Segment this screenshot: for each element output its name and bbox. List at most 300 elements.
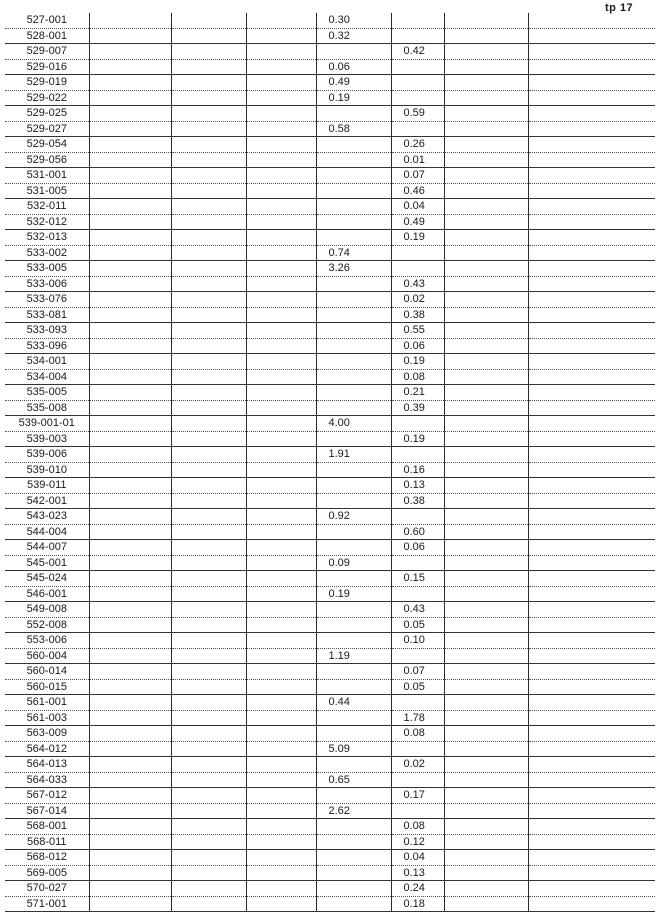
empty-cell bbox=[528, 137, 655, 153]
table-row bbox=[5, 865, 655, 881]
value-cell-b: 0.46 bbox=[391, 183, 444, 199]
value-cell-b: 0.08 bbox=[391, 369, 444, 385]
value-cell-a: 0.44 bbox=[316, 695, 391, 711]
value-cell-b: 0.07 bbox=[391, 664, 444, 680]
empty-cell bbox=[246, 648, 316, 664]
empty-cell bbox=[246, 431, 316, 447]
empty-cell bbox=[171, 710, 246, 726]
empty-cell bbox=[444, 13, 528, 28]
value-cell-b: 0.17 bbox=[391, 788, 444, 804]
empty-cell bbox=[246, 447, 316, 463]
empty-cell bbox=[89, 571, 171, 587]
parcel-id-cell: 539-011 bbox=[5, 478, 89, 494]
value-cell-b: 0.05 bbox=[391, 617, 444, 633]
empty-cell bbox=[528, 276, 655, 292]
value-cell-b: 1.78 bbox=[391, 710, 444, 726]
parcel-id-cell: 529-056 bbox=[5, 152, 89, 168]
empty-cell bbox=[89, 44, 171, 60]
empty-cell bbox=[89, 447, 171, 463]
table-row bbox=[5, 13, 655, 28]
empty-cell bbox=[89, 416, 171, 432]
empty-cell bbox=[89, 850, 171, 866]
empty-cell bbox=[444, 679, 528, 695]
empty-cell bbox=[89, 152, 171, 168]
value-cell-b bbox=[391, 121, 444, 137]
empty-cell bbox=[171, 230, 246, 246]
empty-cell bbox=[444, 850, 528, 866]
empty-cell bbox=[246, 214, 316, 230]
empty-cell bbox=[528, 741, 655, 757]
empty-cell bbox=[444, 571, 528, 587]
empty-cell bbox=[89, 741, 171, 757]
value-cell-a: 0.09 bbox=[316, 555, 391, 571]
empty-cell bbox=[246, 757, 316, 773]
table-row bbox=[5, 850, 655, 866]
empty-cell bbox=[528, 571, 655, 587]
empty-cell bbox=[528, 478, 655, 494]
empty-cell bbox=[528, 710, 655, 726]
parcel-table bbox=[5, 13, 655, 912]
empty-cell bbox=[246, 137, 316, 153]
empty-cell bbox=[89, 121, 171, 137]
empty-cell bbox=[528, 230, 655, 246]
empty-cell bbox=[171, 617, 246, 633]
parcel-id-cell: 539-001-01 bbox=[5, 416, 89, 432]
empty-cell bbox=[89, 199, 171, 215]
empty-cell bbox=[171, 292, 246, 308]
empty-cell bbox=[444, 896, 528, 912]
empty-cell bbox=[444, 865, 528, 881]
table-body bbox=[5, 13, 655, 912]
value-cell-a bbox=[316, 168, 391, 184]
empty-cell bbox=[444, 400, 528, 416]
empty-cell bbox=[171, 121, 246, 137]
empty-cell bbox=[246, 726, 316, 742]
value-cell-b: 0.06 bbox=[391, 540, 444, 556]
parcel-id-cell: 533-006 bbox=[5, 276, 89, 292]
empty-cell bbox=[171, 369, 246, 385]
empty-cell bbox=[246, 540, 316, 556]
value-cell-a: 0.32 bbox=[316, 28, 391, 44]
parcel-id-cell: 534-001 bbox=[5, 354, 89, 370]
empty-cell bbox=[171, 850, 246, 866]
empty-cell bbox=[89, 602, 171, 618]
value-cell-b bbox=[391, 772, 444, 788]
parcel-id-cell: 569-005 bbox=[5, 865, 89, 881]
value-cell-a bbox=[316, 896, 391, 912]
empty-cell bbox=[246, 13, 316, 28]
parcel-id-cell: 532-013 bbox=[5, 230, 89, 246]
table-row bbox=[5, 354, 655, 370]
parcel-id-cell: 529-019 bbox=[5, 75, 89, 91]
empty-cell bbox=[89, 214, 171, 230]
empty-cell bbox=[444, 617, 528, 633]
value-cell-a: 0.74 bbox=[316, 245, 391, 261]
empty-cell bbox=[89, 13, 171, 28]
empty-cell bbox=[171, 183, 246, 199]
table-row bbox=[5, 28, 655, 44]
empty-cell bbox=[171, 323, 246, 339]
value-cell-a: 0.58 bbox=[316, 121, 391, 137]
empty-cell bbox=[528, 462, 655, 478]
table-row bbox=[5, 819, 655, 835]
parcel-id-cell: 529-025 bbox=[5, 106, 89, 122]
table-row bbox=[5, 633, 655, 649]
empty-cell bbox=[171, 633, 246, 649]
value-cell-b bbox=[391, 447, 444, 463]
empty-cell bbox=[444, 633, 528, 649]
empty-cell bbox=[444, 493, 528, 509]
empty-cell bbox=[171, 524, 246, 540]
value-cell-a: 5.09 bbox=[316, 741, 391, 757]
empty-cell bbox=[528, 354, 655, 370]
empty-cell bbox=[171, 261, 246, 277]
empty-cell bbox=[171, 214, 246, 230]
empty-cell bbox=[528, 555, 655, 571]
table-row bbox=[5, 803, 655, 819]
empty-cell bbox=[528, 896, 655, 912]
value-cell-b: 0.10 bbox=[391, 633, 444, 649]
table-row bbox=[5, 385, 655, 401]
empty-cell bbox=[246, 772, 316, 788]
empty-cell bbox=[444, 819, 528, 835]
empty-cell bbox=[444, 354, 528, 370]
empty-cell bbox=[444, 664, 528, 680]
empty-cell bbox=[528, 679, 655, 695]
empty-cell bbox=[444, 90, 528, 106]
empty-cell bbox=[528, 416, 655, 432]
value-cell-a bbox=[316, 881, 391, 897]
parcel-id-cell: 528-001 bbox=[5, 28, 89, 44]
value-cell-a bbox=[316, 385, 391, 401]
empty-cell bbox=[444, 834, 528, 850]
table-row bbox=[5, 586, 655, 602]
value-cell-b: 0.26 bbox=[391, 137, 444, 153]
empty-cell bbox=[89, 462, 171, 478]
empty-cell bbox=[89, 865, 171, 881]
table-row bbox=[5, 493, 655, 509]
empty-cell bbox=[89, 431, 171, 447]
value-cell-b: 0.02 bbox=[391, 292, 444, 308]
empty-cell bbox=[528, 121, 655, 137]
value-cell-a bbox=[316, 788, 391, 804]
empty-cell bbox=[528, 757, 655, 773]
empty-cell bbox=[444, 881, 528, 897]
empty-cell bbox=[171, 493, 246, 509]
value-cell-b: 0.19 bbox=[391, 230, 444, 246]
empty-cell bbox=[89, 400, 171, 416]
empty-cell bbox=[89, 307, 171, 323]
table-row bbox=[5, 571, 655, 587]
empty-cell bbox=[444, 509, 528, 525]
parcel-id-cell: 568-001 bbox=[5, 819, 89, 835]
parcel-id-cell: 532-011 bbox=[5, 199, 89, 215]
table-row bbox=[5, 664, 655, 680]
empty-cell bbox=[246, 245, 316, 261]
value-cell-a bbox=[316, 633, 391, 649]
value-cell-b bbox=[391, 245, 444, 261]
empty-cell bbox=[171, 106, 246, 122]
value-cell-a bbox=[316, 462, 391, 478]
empty-cell bbox=[444, 75, 528, 91]
value-cell-a: 0.65 bbox=[316, 772, 391, 788]
empty-cell bbox=[171, 602, 246, 618]
empty-cell bbox=[89, 788, 171, 804]
empty-cell bbox=[171, 788, 246, 804]
empty-cell bbox=[444, 540, 528, 556]
empty-cell bbox=[444, 199, 528, 215]
empty-cell bbox=[89, 524, 171, 540]
empty-cell bbox=[89, 245, 171, 261]
value-cell-b: 0.04 bbox=[391, 199, 444, 215]
value-cell-a bbox=[316, 323, 391, 339]
table-row bbox=[5, 726, 655, 742]
empty-cell bbox=[444, 28, 528, 44]
parcel-id-cell: 567-014 bbox=[5, 803, 89, 819]
value-cell-b: 0.42 bbox=[391, 44, 444, 60]
parcel-id-cell: 561-001 bbox=[5, 695, 89, 711]
value-cell-b: 0.13 bbox=[391, 865, 444, 881]
value-cell-a bbox=[316, 230, 391, 246]
table-row bbox=[5, 90, 655, 106]
value-cell-a bbox=[316, 292, 391, 308]
empty-cell bbox=[171, 354, 246, 370]
parcel-id-cell: 534-004 bbox=[5, 369, 89, 385]
value-cell-b bbox=[391, 695, 444, 711]
empty-cell bbox=[246, 183, 316, 199]
empty-cell bbox=[444, 524, 528, 540]
value-cell-b: 0.21 bbox=[391, 385, 444, 401]
parcel-id-cell: 533-002 bbox=[5, 245, 89, 261]
empty-cell bbox=[89, 230, 171, 246]
table-row bbox=[5, 648, 655, 664]
parcel-id-cell: 560-004 bbox=[5, 648, 89, 664]
empty-cell bbox=[89, 183, 171, 199]
empty-cell bbox=[528, 214, 655, 230]
empty-cell bbox=[246, 586, 316, 602]
value-cell-b: 0.49 bbox=[391, 214, 444, 230]
parcel-id-cell: 539-010 bbox=[5, 462, 89, 478]
value-cell-b: 0.08 bbox=[391, 726, 444, 742]
table-row bbox=[5, 292, 655, 308]
empty-cell bbox=[246, 354, 316, 370]
empty-cell bbox=[89, 819, 171, 835]
table-row bbox=[5, 602, 655, 618]
value-cell-b: 0.05 bbox=[391, 679, 444, 695]
table-row bbox=[5, 183, 655, 199]
empty-cell bbox=[171, 338, 246, 354]
value-cell-b bbox=[391, 648, 444, 664]
value-cell-a: 0.19 bbox=[316, 586, 391, 602]
empty-cell bbox=[528, 245, 655, 261]
empty-cell bbox=[171, 385, 246, 401]
empty-cell bbox=[89, 292, 171, 308]
empty-cell bbox=[171, 540, 246, 556]
table-row bbox=[5, 741, 655, 757]
empty-cell bbox=[89, 803, 171, 819]
value-cell-a bbox=[316, 431, 391, 447]
value-cell-b: 0.15 bbox=[391, 571, 444, 587]
empty-cell bbox=[171, 416, 246, 432]
empty-cell bbox=[528, 338, 655, 354]
parcel-id-cell: 563-009 bbox=[5, 726, 89, 742]
empty-cell bbox=[89, 633, 171, 649]
empty-cell bbox=[171, 447, 246, 463]
table-row bbox=[5, 230, 655, 246]
value-cell-a bbox=[316, 710, 391, 726]
table-row bbox=[5, 772, 655, 788]
empty-cell bbox=[246, 803, 316, 819]
value-cell-a: 3.26 bbox=[316, 261, 391, 277]
empty-cell bbox=[89, 90, 171, 106]
value-cell-a: 0.30 bbox=[316, 13, 391, 28]
parcel-id-cell: 549-008 bbox=[5, 602, 89, 618]
table-row bbox=[5, 199, 655, 215]
empty-cell bbox=[528, 648, 655, 664]
empty-cell bbox=[528, 168, 655, 184]
empty-cell bbox=[246, 338, 316, 354]
empty-cell bbox=[246, 121, 316, 137]
empty-cell bbox=[528, 307, 655, 323]
empty-cell bbox=[171, 586, 246, 602]
value-cell-a bbox=[316, 338, 391, 354]
empty-cell bbox=[246, 602, 316, 618]
parcel-id-cell: 529-027 bbox=[5, 121, 89, 137]
value-cell-b: 0.38 bbox=[391, 307, 444, 323]
table-row bbox=[5, 323, 655, 339]
parcel-id-cell: 531-001 bbox=[5, 168, 89, 184]
parcel-id-cell: 539-003 bbox=[5, 431, 89, 447]
empty-cell bbox=[246, 710, 316, 726]
empty-cell bbox=[171, 276, 246, 292]
empty-cell bbox=[444, 385, 528, 401]
table-row bbox=[5, 106, 655, 122]
empty-cell bbox=[444, 292, 528, 308]
empty-cell bbox=[246, 276, 316, 292]
value-cell-b: 0.60 bbox=[391, 524, 444, 540]
table-row bbox=[5, 416, 655, 432]
table-row bbox=[5, 447, 655, 463]
empty-cell bbox=[246, 834, 316, 850]
value-cell-a bbox=[316, 540, 391, 556]
table-row bbox=[5, 834, 655, 850]
empty-cell bbox=[246, 509, 316, 525]
empty-cell bbox=[246, 152, 316, 168]
parcel-id-cell: 529-022 bbox=[5, 90, 89, 106]
parcel-id-cell: 560-015 bbox=[5, 679, 89, 695]
empty-cell bbox=[444, 183, 528, 199]
empty-cell bbox=[444, 261, 528, 277]
empty-cell bbox=[171, 137, 246, 153]
empty-cell bbox=[444, 695, 528, 711]
value-cell-b: 0.02 bbox=[391, 757, 444, 773]
empty-cell bbox=[444, 788, 528, 804]
value-cell-b bbox=[391, 416, 444, 432]
empty-cell bbox=[444, 59, 528, 75]
empty-cell bbox=[246, 168, 316, 184]
value-cell-b bbox=[391, 261, 444, 277]
empty-cell bbox=[171, 28, 246, 44]
empty-cell bbox=[171, 152, 246, 168]
empty-cell bbox=[246, 896, 316, 912]
empty-cell bbox=[528, 431, 655, 447]
value-cell-a bbox=[316, 664, 391, 680]
empty-cell bbox=[89, 664, 171, 680]
empty-cell bbox=[246, 385, 316, 401]
empty-cell bbox=[528, 617, 655, 633]
empty-cell bbox=[89, 617, 171, 633]
value-cell-b: 0.16 bbox=[391, 462, 444, 478]
parcel-id-cell: 568-011 bbox=[5, 834, 89, 850]
parcel-id-cell: 533-096 bbox=[5, 338, 89, 354]
empty-cell bbox=[528, 493, 655, 509]
value-cell-b: 0.07 bbox=[391, 168, 444, 184]
empty-cell bbox=[528, 261, 655, 277]
parcel-id-cell: 529-007 bbox=[5, 44, 89, 60]
value-cell-b bbox=[391, 586, 444, 602]
value-cell-a bbox=[316, 307, 391, 323]
empty-cell bbox=[171, 881, 246, 897]
table-row bbox=[5, 478, 655, 494]
empty-cell bbox=[528, 509, 655, 525]
empty-cell bbox=[444, 602, 528, 618]
value-cell-b: 0.08 bbox=[391, 819, 444, 835]
empty-cell bbox=[246, 106, 316, 122]
parcel-id-cell: 533-093 bbox=[5, 323, 89, 339]
empty-cell bbox=[528, 28, 655, 44]
parcel-id-cell: 539-006 bbox=[5, 447, 89, 463]
empty-cell bbox=[171, 400, 246, 416]
parcel-id-cell: 527-001 bbox=[5, 13, 89, 28]
parcel-id-cell: 564-012 bbox=[5, 741, 89, 757]
empty-cell bbox=[246, 493, 316, 509]
parcel-id-cell: 532-012 bbox=[5, 214, 89, 230]
table-row bbox=[5, 788, 655, 804]
parcel-id-cell: 542-001 bbox=[5, 493, 89, 509]
value-cell-b: 0.43 bbox=[391, 602, 444, 618]
empty-cell bbox=[171, 803, 246, 819]
empty-cell bbox=[528, 400, 655, 416]
empty-cell bbox=[89, 276, 171, 292]
table-row bbox=[5, 369, 655, 385]
table-row bbox=[5, 540, 655, 556]
value-cell-a: 0.06 bbox=[316, 59, 391, 75]
table-row bbox=[5, 524, 655, 540]
empty-cell bbox=[528, 664, 655, 680]
empty-cell bbox=[89, 881, 171, 897]
value-cell-b: 0.24 bbox=[391, 881, 444, 897]
empty-cell bbox=[171, 168, 246, 184]
empty-cell bbox=[444, 121, 528, 137]
empty-cell bbox=[444, 323, 528, 339]
value-cell-a: 1.91 bbox=[316, 447, 391, 463]
parcel-id-cell: 545-001 bbox=[5, 555, 89, 571]
value-cell-b: 0.06 bbox=[391, 338, 444, 354]
empty-cell bbox=[246, 788, 316, 804]
value-cell-b bbox=[391, 59, 444, 75]
empty-cell bbox=[444, 214, 528, 230]
value-cell-b: 0.43 bbox=[391, 276, 444, 292]
empty-cell bbox=[444, 447, 528, 463]
empty-cell bbox=[246, 261, 316, 277]
value-cell-a bbox=[316, 865, 391, 881]
empty-cell bbox=[444, 168, 528, 184]
table-row bbox=[5, 338, 655, 354]
empty-cell bbox=[89, 168, 171, 184]
empty-cell bbox=[528, 369, 655, 385]
empty-cell bbox=[444, 478, 528, 494]
parcel-id-cell: 543-023 bbox=[5, 509, 89, 525]
